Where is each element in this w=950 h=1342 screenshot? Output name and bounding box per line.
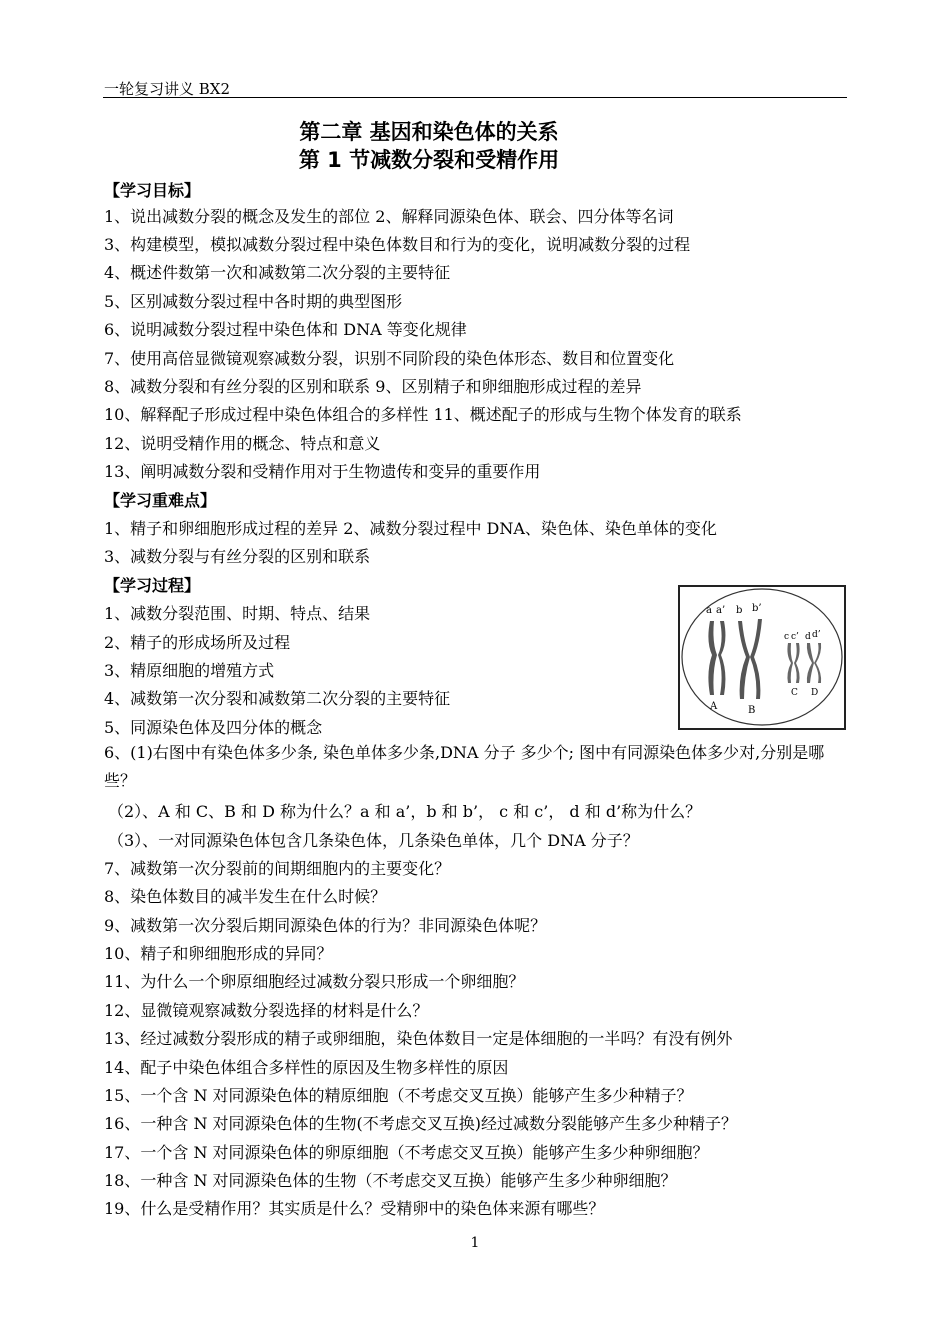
- chromosome-a: [708, 621, 725, 695]
- label-C: C: [791, 688, 798, 698]
- label-D: D: [811, 688, 819, 698]
- label-A: A: [710, 701, 718, 712]
- header-rule: [103, 97, 847, 98]
- question-item: 15、一个含 N 对同源染色体的精原细胞（不考虑交叉互换）能够产生多少种精子？: [104, 1086, 693, 1105]
- objective-item: 4、概述件数第一次和减数第二次分裂的主要特征: [104, 263, 451, 282]
- objective-item: 10、解释配子形成过程中染色体组合的多样性 11、概述配子的形成与生物个体发育的联系: [104, 405, 742, 424]
- question-item: 18、一种含 N 对同源染色体的生物（不考虑交叉互换）能够产生多少种卵细胞？: [104, 1171, 677, 1190]
- objective-item: 8、减数分裂和有丝分裂的区别和联系 9、区别精子和卵细胞形成过程的差异: [104, 377, 642, 396]
- process-item: 2、精子的形成场所及过程: [104, 633, 291, 652]
- process-item: 4、减数第一次分裂和减数第二次分裂的主要特征: [104, 689, 451, 708]
- label-a: a: [706, 605, 712, 616]
- chromosome-d: [807, 643, 821, 683]
- chromosome-b: [738, 619, 762, 699]
- question-6: 6、(1)右图中有染色体多少条, 染色单体多少条,DNA 分子 多少个; 图中有同源染色体多少对,分别是哪些？: [104, 743, 825, 790]
- question-6-part-3: （3）、一对同源染色体包含几条染色体，几条染色单体，几个 DNA 分子？: [108, 831, 639, 850]
- question-item: 19、什么是受精作用？其实质是什么？受精卵中的染色体来源有哪些？: [104, 1199, 605, 1218]
- document-header: 一轮复习讲义 BX2: [104, 80, 231, 98]
- objective-item: 13、阐明减数分裂和受精作用对于生物遗传和变异的重要作用: [104, 462, 541, 481]
- chromosome-figure: [678, 585, 846, 730]
- objective-item: 1、说出减数分裂的概念及发生的部位 2、解释同源染色体、联会、四分体等名词: [104, 207, 674, 226]
- question-6-part-2: （2）、A 和 C、B 和 D 称为什么？a 和 a’，b 和 b’， c 和 c’， d 和 d’称为什么？: [108, 802, 702, 821]
- label-c-prime: c’: [791, 632, 799, 642]
- section-title: 第 1 节减数分裂和受精作用: [298, 148, 560, 172]
- objective-item: 12、说明受精作用的概念、特点和意义: [104, 434, 381, 453]
- question-item: 8、染色体数目的减半发生在什么时候？: [104, 887, 387, 906]
- process-item: 5、同源染色体及四分体的概念: [104, 718, 323, 737]
- process-item: 1、减数分裂范围、时期、特点、结果: [104, 604, 371, 623]
- process-heading: 【学习过程】: [104, 576, 201, 595]
- process-item: 3、精原细胞的增殖方式: [104, 661, 275, 680]
- key-point-item: 1、精子和卵细胞形成过程的差异 2、减数分裂过程中 DNA、染色体、染色单体的变化: [104, 519, 717, 538]
- question-item: 12、显微镜观察减数分裂选择的材料是什么？: [104, 1001, 429, 1020]
- question-item: 14、配子中染色体组合多样性的原因及生物多样性的原因: [104, 1058, 509, 1077]
- question-item: 17、一个含 N 对同源染色体的卵原细胞（不考虑交叉互换）能够产生多少种卵细胞？: [104, 1143, 709, 1162]
- key-points-heading: 【学习重难点】: [104, 491, 217, 510]
- label-b-prime: b’: [752, 603, 762, 614]
- question-item: 9、减数第一次分裂后期同源染色体的行为？非同源染色体呢？: [104, 916, 547, 935]
- label-c: c: [784, 632, 790, 642]
- page-number: 1: [470, 1235, 480, 1251]
- objective-item: 3、构建模型，模拟减数分裂过程中染色体数目和行为的变化，说明减数分裂的过程: [104, 235, 691, 254]
- question-item: 7、减数第一次分裂前的间期细胞内的主要变化？: [104, 859, 451, 878]
- objective-item: 6、说明减数分裂过程中染色体和 DNA 等变化规律: [104, 320, 467, 339]
- question-item: 16、一种含 N 对同源染色体的生物(不考虑交叉互换)经过减数分裂能够产生多少种精子？: [104, 1114, 738, 1133]
- label-B: B: [748, 705, 756, 716]
- objective-item: 5、区别减数分裂过程中各时期的典型图形: [104, 292, 403, 311]
- label-a-prime: a’: [716, 605, 726, 616]
- label-b: b: [736, 605, 743, 616]
- question-item: 11、为什么一个卵原细胞经过减数分裂只形成一个卵细胞？: [104, 972, 525, 991]
- objectives-heading: 【学习目标】: [104, 181, 201, 200]
- question-item: 13、经过减数分裂形成的精子或卵细胞，染色体数目一定是体细胞的一半吗？有没有例外: [104, 1029, 733, 1048]
- question-item: 10、精子和卵细胞形成的异同？: [104, 944, 333, 963]
- label-d: d: [805, 632, 811, 642]
- label-d-prime: d’: [812, 630, 821, 640]
- chapter-title: 第二章 基因和染色体的关系: [299, 120, 559, 144]
- objective-item: 7、使用高倍显微镜观察减数分裂，识别不同阶段的染色体形态、数目和位置变化: [104, 349, 675, 368]
- chromosome-c: [787, 643, 799, 683]
- key-point-item: 3、减数分裂与有丝分裂的区别和联系: [104, 547, 371, 566]
- chromosome-diagram: [680, 587, 844, 728]
